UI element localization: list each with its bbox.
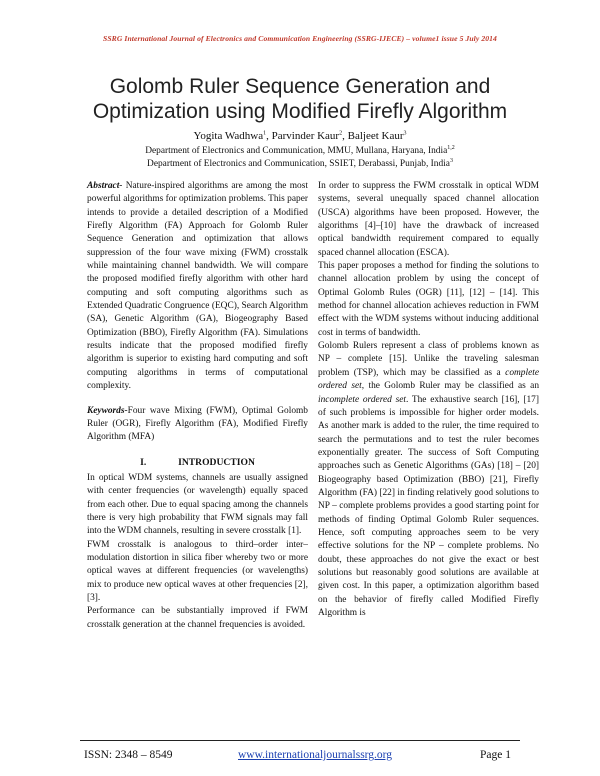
right-p3-emphasis-1: complete ordered set bbox=[318, 367, 539, 392]
right-p3-part-b: , the Golomb Ruler may be classified as an bbox=[361, 381, 540, 392]
right-paragraph-2: This paper proposes a method for finding the solutions to channel allocation problem by using the concept of Optimal Golomb Rules (OGR) [11], [12] – [14]. This method for channel allocation achieves reduction in FWM effect with the WDM systems without inducing additional cost in terms of bandwidth. bbox=[318, 261, 539, 338]
title-line-2: Optimization using Modified Firefly Algorithm bbox=[92, 100, 508, 123]
footer-issn: ISSN: 2348 – 8549 bbox=[84, 749, 173, 761]
author-2: Parvinder Kaur bbox=[271, 130, 340, 142]
title-line-1: Golomb Ruler Sequence Generation and bbox=[109, 75, 491, 98]
affiliation-2-sup: 3 bbox=[449, 158, 453, 164]
intro-paragraph-3: Performance can be substantially improved if FWM crosstalk generation at the channel frequencies is avoided. bbox=[87, 606, 308, 630]
author-2-sup: 2 bbox=[339, 130, 343, 137]
author-1: Yogita Wadhwa bbox=[193, 130, 264, 142]
keywords-text: Four wave Mixing (FWM), Optimal Golomb Ruler (OGR), Firefly Algorithm (FA), Modified Firefly Algorithm (MFA) bbox=[87, 405, 308, 443]
right-p3-part-c: . The exhaustive search [16], [17] of such problems is impossible for higher order models. As another mark is added to the ruler, the time required to search the permutations and to test the ruler becomes exponentially greater. The success of Soft Computing approaches such as Genetic Algorithms (GAs) [18] – [20] Biogeography based Optimization (BBO) [21], Firefly Algorithm (FA) [22] in finding relatively good solutions to NP – complete problems provides a good starting point for methods of finding Optimal Golomb Ruler sequences. Hence, soft computing approaches seem to be very effective solutions for the NP – complete problems. No doubt, these approaches do not give the exact or best solutions but reasonably good solutions are available at given cost. In this paper, a optimization algorithm based on the behavior of firefly called Modified Firefly Algorithm is bbox=[318, 394, 539, 618]
keywords bbox=[87, 405, 308, 445]
intro-paragraph-1: In optical WDM systems, channels are usually assigned with center frequencies (or wavelength) equally spaced from each other. Due to equal spacing among the channels there is very high probability that FWM signals may fall into the WDM channels, resulting in severe crosstalk [1]. bbox=[87, 472, 308, 537]
right-column bbox=[318, 180, 539, 620]
right-paragraph-3 bbox=[318, 340, 539, 620]
left-column bbox=[87, 180, 308, 632]
affiliation-1-sup: 1,2 bbox=[447, 145, 455, 151]
footer-page-number: Page 1 bbox=[480, 749, 511, 761]
right-p3-part-a: Golomb Rulers represent a class of problems known as NP – complete [15]. Unlike the traveling salesman problem (TSP), which may be classified as a bbox=[318, 341, 539, 378]
intro-heading-number: I. bbox=[140, 456, 147, 468]
intro-heading bbox=[87, 456, 308, 469]
author-1-sup: 1 bbox=[263, 130, 267, 137]
author-list: Yogita Wadhwa$^1$, Parvinder Kaur$^2$, Baljeet Kaur$^3$ bbox=[193, 130, 407, 142]
affiliation-1-text: Department of Electronics and Communication, MMU, Mullana, Haryana, India bbox=[145, 146, 448, 157]
footer-divider bbox=[80, 740, 520, 741]
paper-title bbox=[40, 74, 560, 124]
keywords-label: Keywords- bbox=[87, 405, 128, 416]
journal-header: SSRG International Journal of Electronics and Communication Engineering (SSRG-IJECE) – volume1 issue 5 July 2014 bbox=[103, 34, 497, 43]
intro-heading-text: INTRODUCTION bbox=[178, 456, 255, 468]
right-p3-emphasis-2: incomplete ordered set bbox=[318, 394, 406, 405]
affiliation-2 bbox=[40, 158, 560, 169]
abstract bbox=[87, 180, 308, 394]
right-paragraph-1: In order to suppress the FWM crosstalk in optical WDM systems, several unequally spaced channel allocation (USCA) algorithms have been proposed. However, the algorithms [4]–[10] have the drawback of increased optical bandwidth requirement compared to equally spaced channel allocation (ESCA). bbox=[318, 181, 539, 258]
author-3-sup: 3 bbox=[403, 130, 407, 137]
affiliation-2-text: Department of Electronics and Communication, SSIET, Derabassi, Punjab, India bbox=[147, 159, 450, 170]
abstract-text: Nature-inspired algorithms are among the most powerful algorithms for optimization problems. This paper intends to provide a detailed description of a Modified Firefly Algorithm (FA) Approach for Golomb Ruler Sequence Generation and optimization that allows suppression of the four wave mixing (FWM) crosstalk while maintaining channel bandwidth. We will compare the proposed modified firefly algorithm with other hard computing and soft computing algorithms such as Extended Quadratic Congruence (EQC), Search Algorithm (SA), Genetic Algorithm (GA), Biogeography Based Optimization (BBO), Firefly Algorithm (FA). Simulations results indicate that the proposed modified firefly algorithm is superior to existing hard computing and soft computing algorithms in terms of computational complexity. bbox=[87, 181, 308, 392]
abstract-label: Abstract- bbox=[87, 181, 123, 191]
author-3: Baljeet Kaur bbox=[347, 130, 404, 142]
intro-paragraph-2: FWM crosstalk is analogous to third–order inter–modulation distortion in silica fiber whereby two or more optical waves at different frequencies (or wavelengths) mix to produce new optical waves at other frequencies [2], [3]. bbox=[87, 539, 308, 603]
affiliation-1 bbox=[40, 145, 560, 156]
footer-url-link[interactable]: www.internationaljournalssrg.org bbox=[238, 749, 393, 761]
